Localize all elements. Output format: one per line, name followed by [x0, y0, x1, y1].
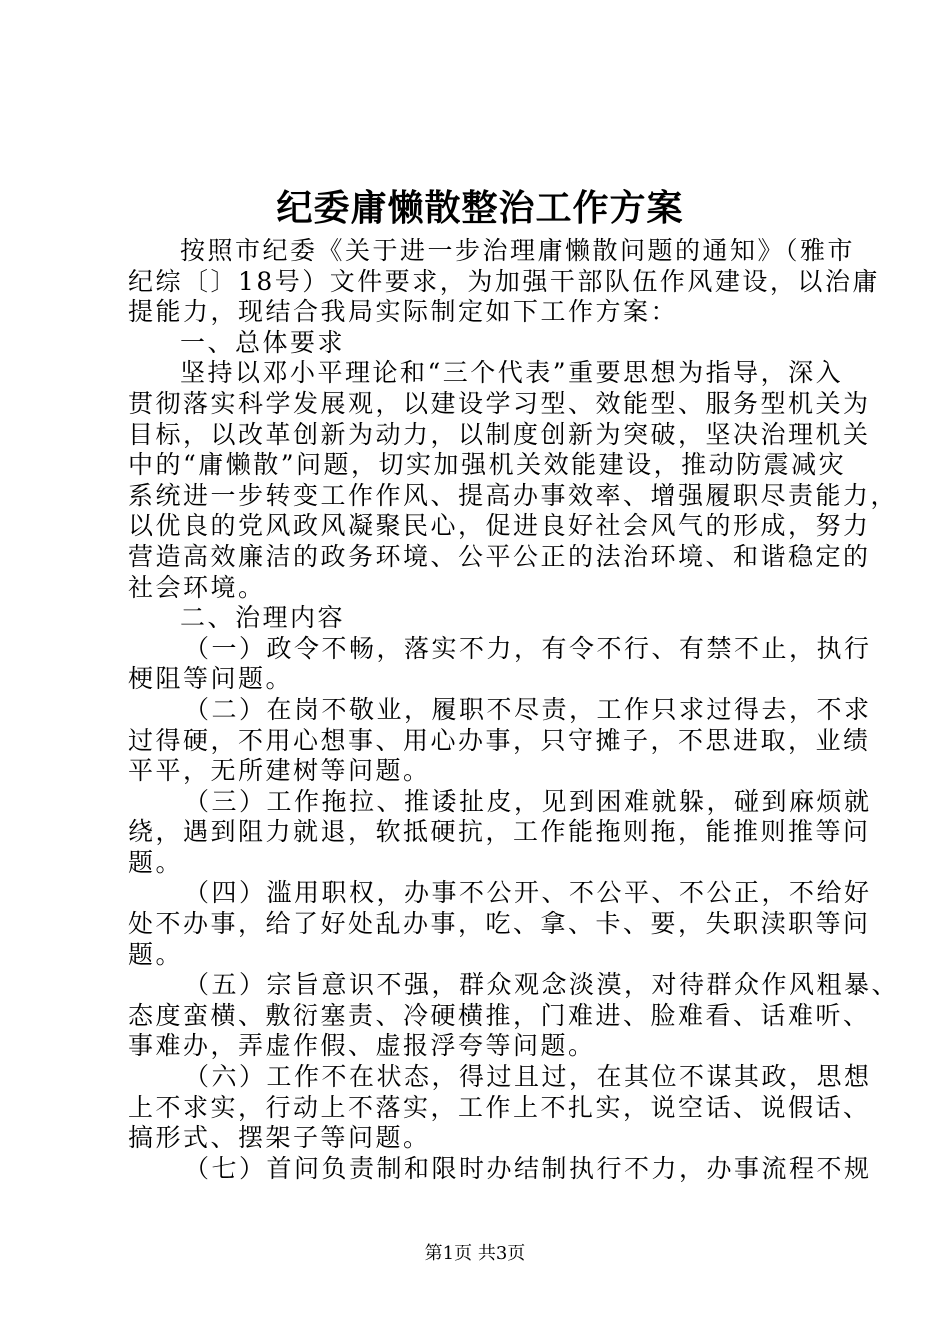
list-item-line: 态度蛮横、敷衍塞责、冷硬横推，门难进、脸难看、话难听、: [128, 1000, 871, 1030]
list-item-line: 处不办事，给了好处乱办事，吃、拿、卡、要，失职渎职等问: [128, 909, 871, 939]
document-title: 纪委庸懒散整治工作方案: [276, 187, 684, 229]
list-item-line: （一）政令不畅，落实不力，有令不行、有禁不止，执行: [184, 633, 872, 663]
document-body: [128, 236, 900, 1184]
paragraph-line: 营造高效廉洁的政务环境、公平公正的法治环境、和谐稳定的: [128, 541, 871, 571]
list-item-line: 过得硬，不用心想事、用心办事，只守摊子，不思进取，业绩: [128, 725, 871, 755]
list-item-line: （六）工作不在状态，得过且过，在其位不谋其政，思想: [184, 1062, 872, 1092]
list-item-line: （七）首问负责制和限时办结制执行不力，办事流程不规: [184, 1153, 872, 1183]
list-item-line: 题。: [128, 939, 184, 969]
list-item-line: （二）在岗不敬业，履职不尽责，工作只求过得去，不求: [184, 694, 872, 724]
page-footer: 第1页 共3页: [424, 1243, 526, 1264]
paragraph-line: 系统进一步转变工作作风、提高办事效率、增强履职尽责能力，: [128, 480, 899, 510]
paragraph-line: 目标，以改革创新为动力，以制度创新为突破，坚决治理机关: [128, 419, 871, 449]
list-item-line: （五）宗旨意识不强，群众观念淡漠，对待群众作风粗暴、: [184, 970, 900, 1000]
section-heading: 一、总体要求: [180, 327, 346, 357]
list-item-line: 事难办，弄虚作假、虚报浮夸等问题。: [128, 1031, 596, 1061]
paragraph-line: 坚持以邓小平理论和“三个代表”重要思想为指导，深入: [180, 358, 844, 388]
list-item-line: 平平，无所建树等问题。: [128, 756, 431, 786]
paragraph-line: 中的“庸懒散”问题，切实加强机关效能建设，推动防震减灾: [128, 450, 847, 480]
list-item-line: 搞形式、摆架子等问题。: [128, 1123, 431, 1153]
list-item-line: （三）工作拖拉、推诿扯皮，见到困难就躲，碰到麻烦就: [184, 786, 872, 816]
list-item-line: 上不求实，行动上不落实，工作上不扎实，说空话、说假话、: [128, 1092, 871, 1122]
paragraph-line: 提能力，现结合我局实际制定如下工作方案：: [128, 297, 679, 327]
paragraph-line: 纪综〔〕18号）文件要求，为加强干部队伍作风建设，以治庸: [128, 266, 880, 296]
list-item-line: （四）滥用职权，办事不公开、不公平、不公正，不给好: [184, 878, 872, 908]
list-item-line: 题。: [128, 847, 184, 877]
section-heading: 二、治理内容: [180, 603, 346, 633]
paragraph-line: 贯彻落实科学发展观，以建设学习型、效能型、服务型机关为: [128, 388, 871, 418]
paragraph-line: 以优良的党风政风凝聚民心，促进良好社会风气的形成，努力: [128, 511, 871, 541]
list-item-line: 绕，遇到阻力就退，软抵硬抗，工作能拖则拖，能推则推等问: [128, 817, 871, 847]
list-item-line: 梗阻等问题。: [128, 664, 294, 694]
paragraph-line: 按照市纪委《关于进一步治理庸懒散问题的通知》（雅市: [180, 236, 856, 265]
paragraph-line: 社会环境。: [128, 572, 266, 602]
